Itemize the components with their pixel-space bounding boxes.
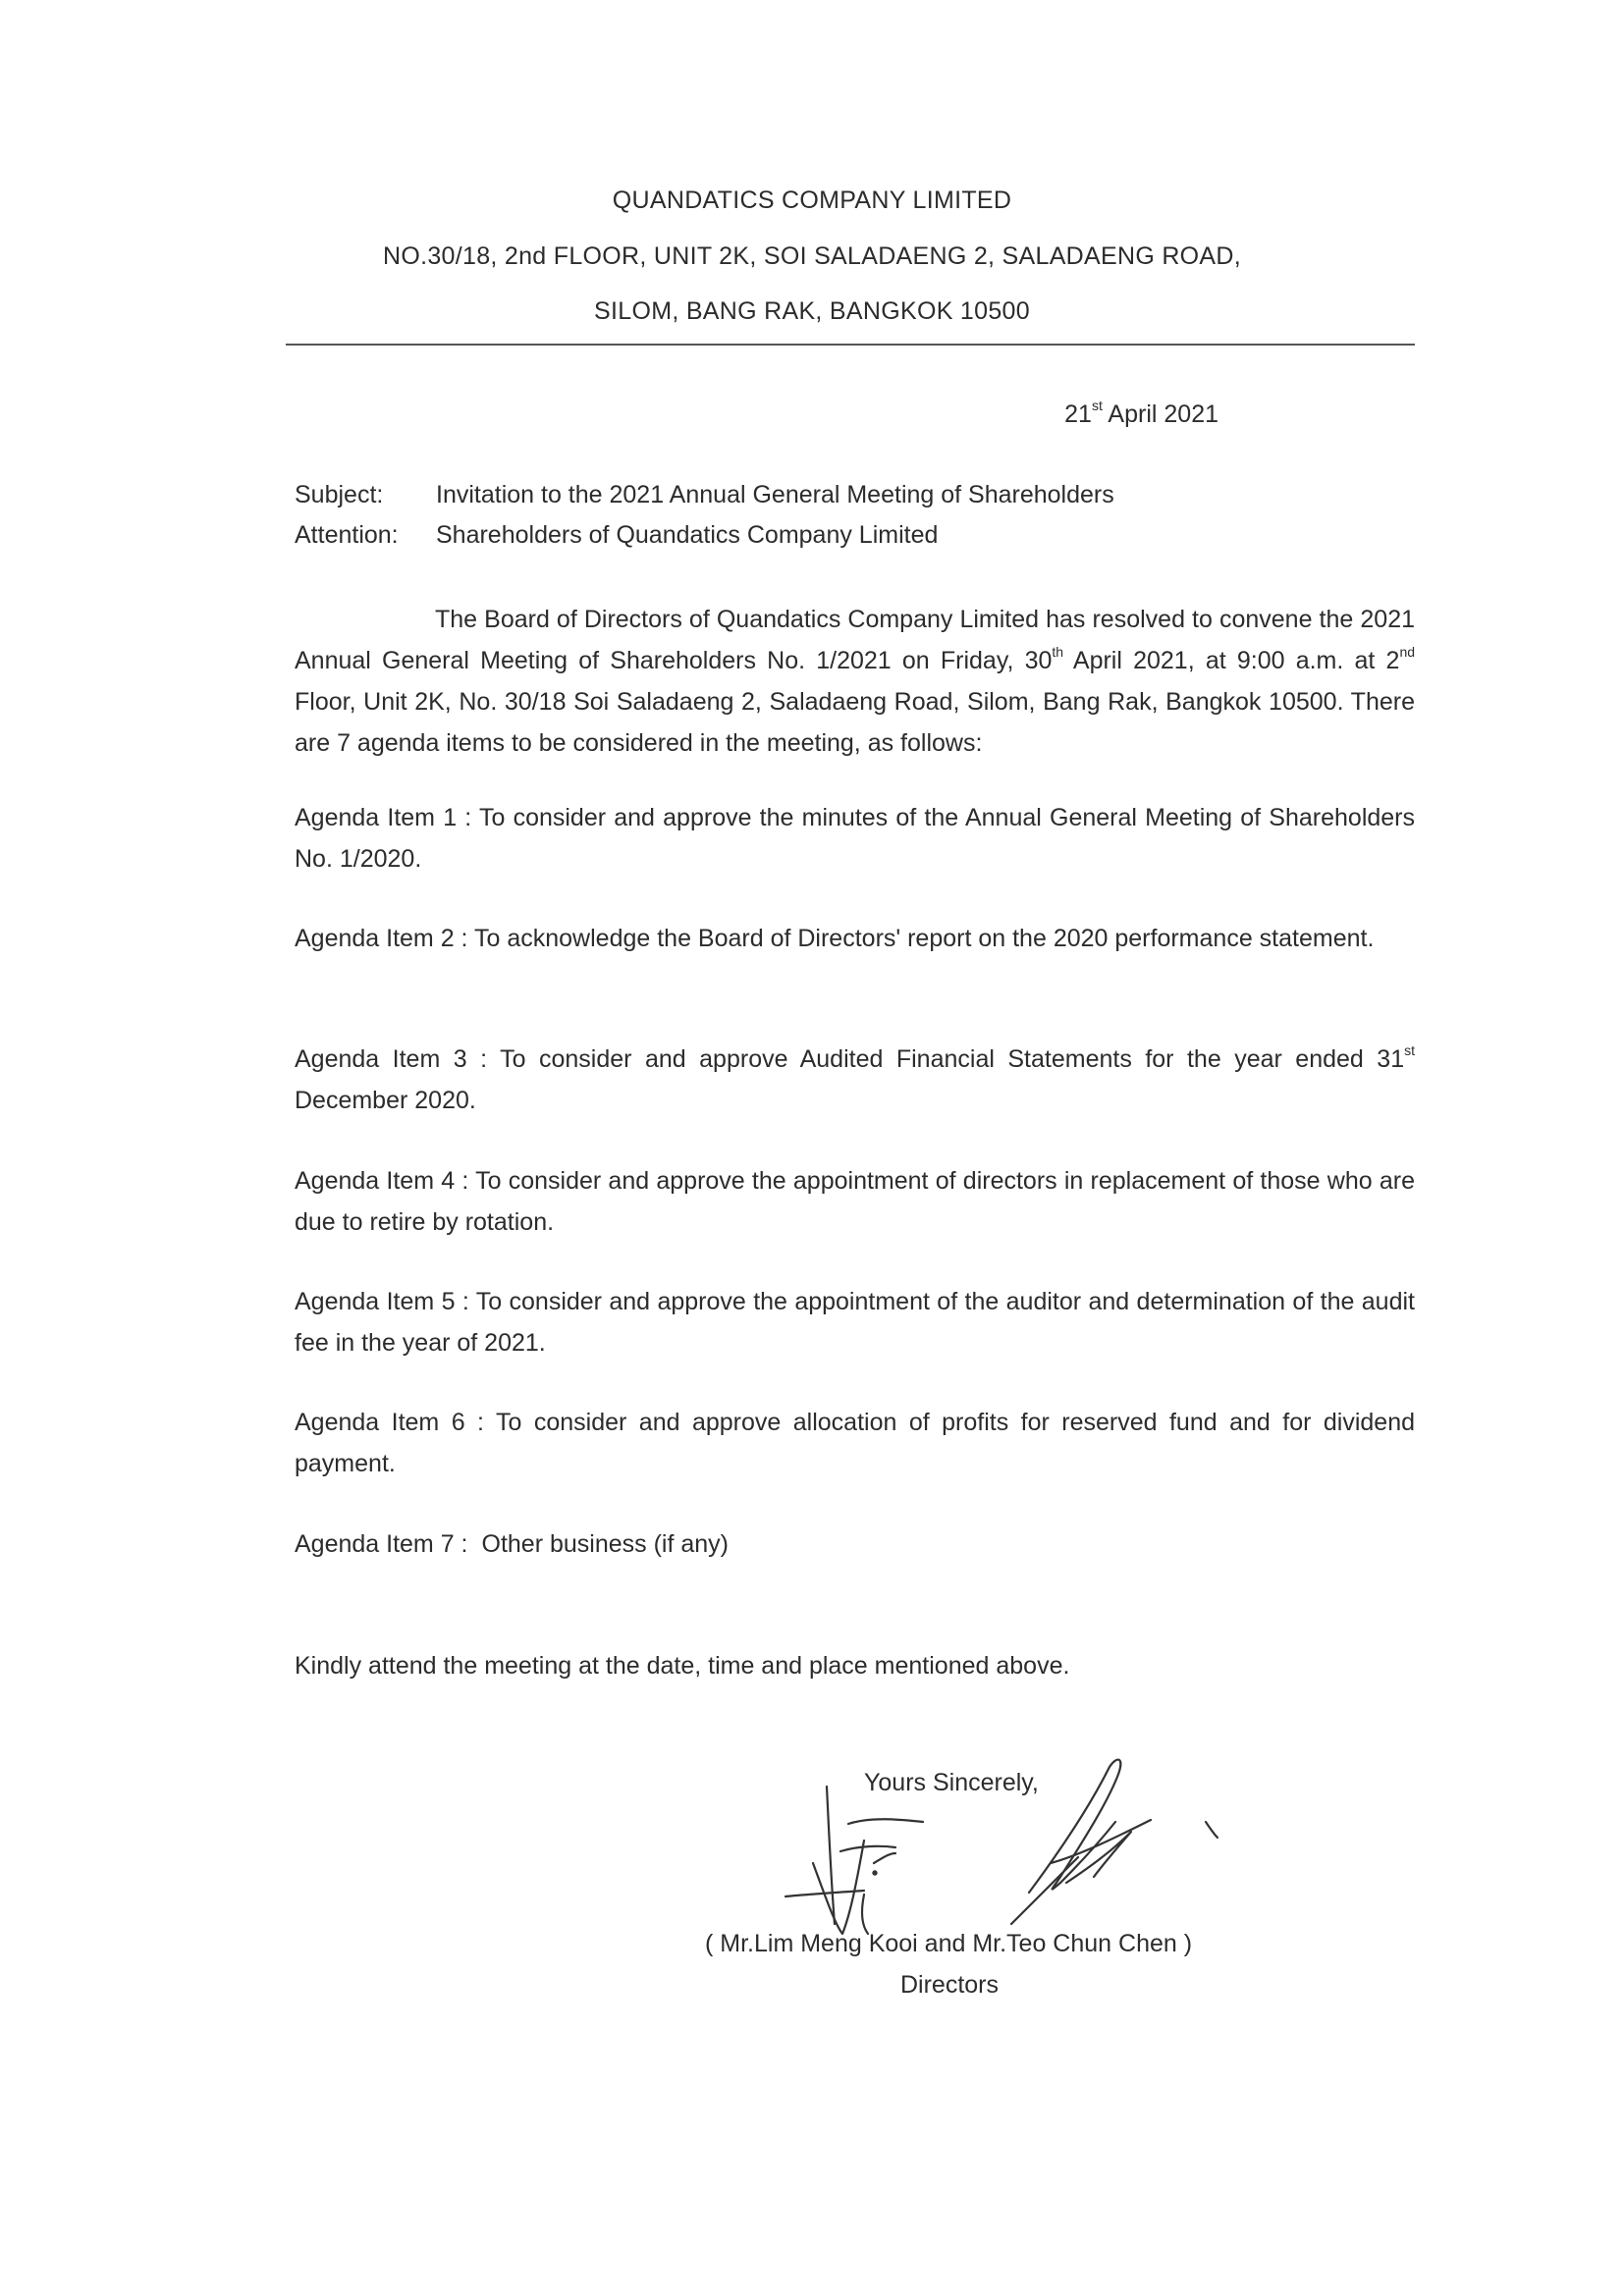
letterhead-divider [286,344,1415,346]
agenda-item-6: Agenda Item 6 : To consider and approve allocation of profits for reserved fund and for dividend payment. [295,1409,1415,1477]
intro-text-2: April 2021, at 9:00 a.m. at 2 [1063,647,1400,674]
agenda-item-3-text: Agenda Item 3 : To consider and approve Audited Financial Statements for the year ended 31 [295,1045,1405,1073]
attention-value: Shareholders of Quandatics Company Limited [436,521,939,549]
closing-sentence: Kindly attend the meeting at the date, time and place mentioned above. [295,1652,1070,1680]
company-name: QUANDATICS COMPANY LIMITED [612,187,1012,214]
agenda-item-5: Agenda Item 5 : To consider and approve the appointment of the auditor and determination of the audit fee in the year of 2021. [295,1288,1415,1357]
attention-label: Attention: [295,521,399,549]
agenda-item-7-label: Agenda Item 7 : [295,1530,468,1558]
agenda-item-7-text: Other business (if any) [481,1530,730,1558]
intro-sup-1: th [1052,644,1064,660]
letter-date [1064,400,1218,429]
signatory-names: ( Mr.Lim Meng Kooi and Mr.Teo Chun Chen ) [705,1930,1193,1957]
agenda-item-2: Agenda Item 2 : To acknowledge the Board of Directors' report on the 2020 performance statement. [295,925,1375,952]
subject-value: Invitation to the 2021 Annual General Meeting of Shareholders [436,481,1114,508]
intro-sup-2: nd [1399,644,1416,660]
intro-paragraph [295,599,1415,764]
subject-row [295,481,1114,509]
yours-sincerely: Yours Sincerely, [864,1769,1039,1796]
agenda-item-1: Agenda Item 1 : To consider and approve the minutes of the Annual General Meeting of Shareholders No. 1/2020. [295,804,1415,873]
date-month-year: April 2021 [1102,400,1218,428]
agenda-item-3-sup: st [1404,1042,1415,1058]
attention-row [295,521,938,550]
company-address-line1: NO.30/18, 2nd FLOOR, UNIT 2K, SOI SALADAENG 2, SALADAENG ROAD, [383,242,1241,270]
intro-text-1: The Board of Directors of Quandatics Company Limited has resolved to convene the 2021 Annual General Meeting of Shareholders No. 1/2021 on Friday, 30 [295,606,1415,674]
agenda-item-7 [295,1523,1415,1565]
subject-label: Subject: [295,481,384,508]
signatory-title: Directors [900,1971,1000,1999]
agenda-item-3-text-end: December 2020. [295,1087,476,1114]
intro-text-3: Floor, Unit 2K, No. 30/18 Soi Saladaeng 2, Saladaeng Road, Silom, Bang Rak, Bangkok 10500. There are 7 agenda items to be considered in the meeting, as follows: [295,688,1415,757]
agenda-item-3 [295,1039,1415,1121]
agenda-item-4: Agenda Item 4 : To consider and approve the appointment of directors in replacement of those who are due to retire by rotation. [295,1167,1415,1236]
company-address-line2: SILOM, BANG RAK, BANGKOK 10500 [594,297,1030,325]
date-suffix: st [1091,398,1103,413]
date-day: 21 [1064,400,1092,428]
